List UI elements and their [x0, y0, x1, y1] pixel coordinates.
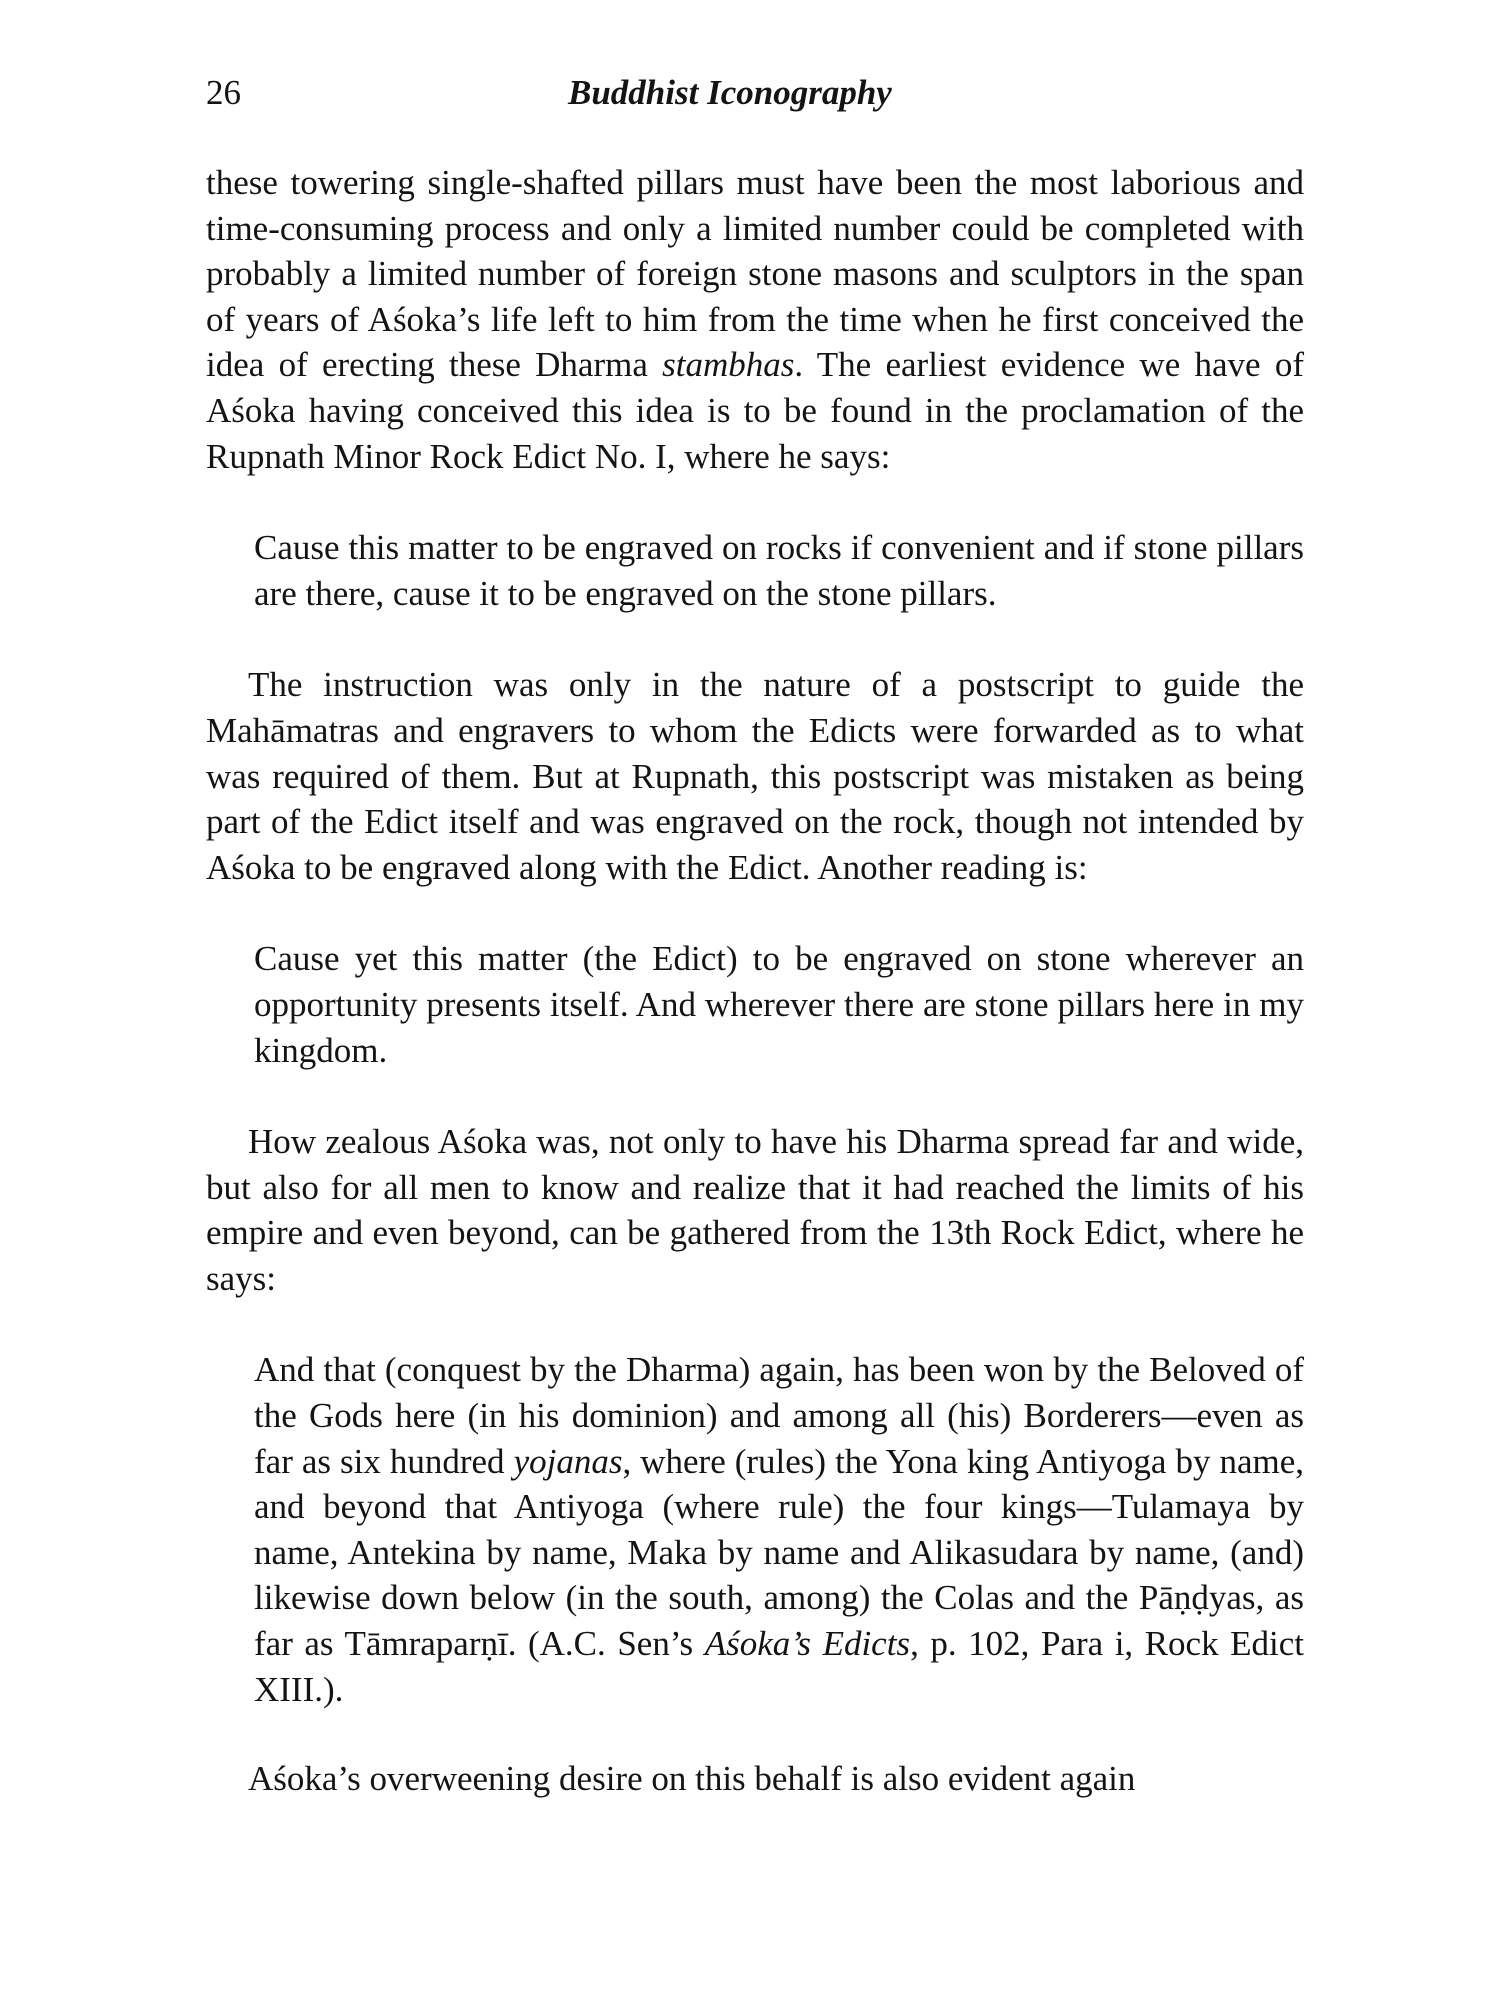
block-quote-3-italic-1: yojanas — [513, 1441, 623, 1481]
page-number: 26 — [206, 73, 241, 112]
block-quote-3 — [254, 1347, 1304, 1712]
block-quote-2: Cause yet this matter (the Edict) to be engraved on stone wherever an opportunity presents itself. And wherever there are stone pillars here in my kingdom. — [254, 939, 1304, 1070]
paragraph-1 — [206, 160, 1304, 479]
paragraph-1-text-a: these towering single-shafted pillars must have been the most laborious and time-consuming process and only a limited number could be completed with probably a limited number of foreign stone masons and sculptors in the span of years of Aśoka’s life left to him from the time when he first conceived the idea of erecting these Dharma — [206, 163, 1304, 385]
spacer — [206, 1301, 1304, 1347]
block-quote-1: Cause this matter to be engraved on rocks if convenient and if stone pillars are there, cause it to be engraved on the stone pillars. — [254, 528, 1304, 613]
block-quote-3-text-c: , p. 102, Para i, Rock Edict XIII.). — [254, 1624, 1304, 1709]
paragraph-2: The instruction was only in the nature of a postscript to guide the Mahāmatras and engravers to whom the Edicts were forwarded as to what was required of them. But at Rupnath, this postscript was mistaken as being part of the Edict itself and was engraved on the rock, though not intended by Aśoka to be engraved along with the Edict. Another reading is: — [206, 665, 1304, 887]
spacer — [206, 616, 1304, 662]
paragraph-4: Aśoka’s overweening desire on this behalf is also evident again — [248, 1759, 1136, 1799]
paragraph-3: How zealous Aśoka was, not only to have his Dharma spread far and wide, but also for all men to know and realize that it had reached the limits of his empire and even beyond, can be gathered from the 13th Rock Edict, where he says: — [206, 1122, 1304, 1298]
spacer — [206, 479, 1304, 525]
spacer — [206, 890, 1304, 936]
block-quote-3-text-a: And that (conquest by the Dharma) again, has been won by the Beloved of the Gods here (in his dominion) and among all (his) Borderers—even as far as six hundred — [254, 1350, 1304, 1481]
page-header — [206, 68, 1306, 118]
running-title: Buddhist Iconography — [568, 73, 892, 112]
spacer — [206, 1712, 1304, 1756]
block-quote-3-text-b: , where (rules) the Yona king Antiyoga by name, and beyond that Antiyoga (where rule) the four kings—Tulamaya by name, Antekina by name, Maka by name and Alikasudara by name, (and) likewise down below (in the south, among) the Colas and the Pāṇḍyas, as far as Tāmraparṇī. (A.C. Sen’s — [254, 1441, 1304, 1664]
paragraph-1-text-b: . The earliest evidence we have of Aśoka having conceived this idea is to be found in the proclamation of the Rupnath Minor Rock Edict No. I, where he says: — [206, 345, 1305, 476]
block-quote-3-italic-2: Aśoka’s Edicts — [704, 1624, 911, 1664]
spacer — [206, 1073, 1304, 1119]
page-body — [206, 160, 1304, 1802]
paragraph-1-italic: stambhas — [662, 345, 795, 385]
